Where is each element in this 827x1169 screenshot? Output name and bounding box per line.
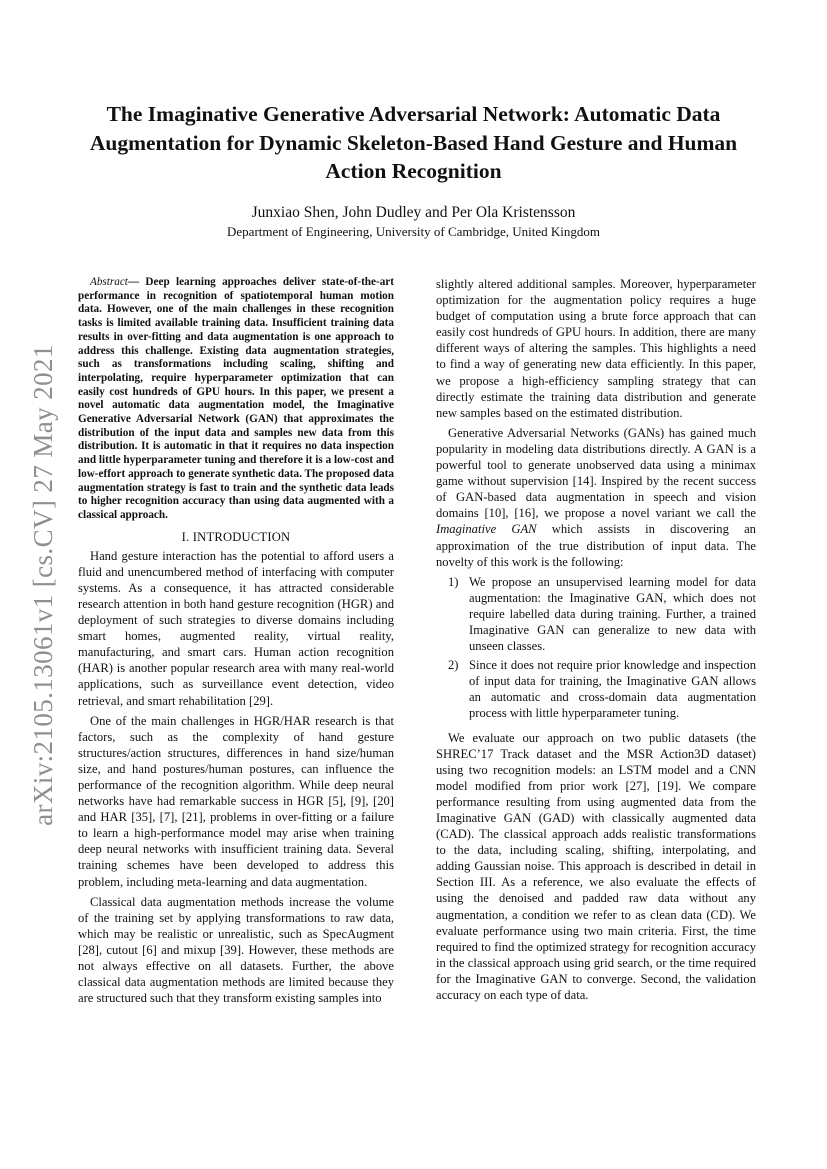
section-heading-introduction: I. INTRODUCTION [181,529,291,544]
intro-paragraph-1: Hand gesture interaction has the potential to afford users a fluid and unencumbered method of interfacing with computer systems. As a consequence, it has attracted considerable research attention in both hand gesture recognition (HGR) and deployment of such strategies to diverse domains including smart homes, augmented reality, virtual reality, manufacturing, and smart cars. Human action recognition (HAR) is another popular research area with many real-world applications, such as surveillance event detection, video retrieval, and smart rehabilitation [29]. [78,548,394,708]
contribution-item [436,657,756,721]
abstract [78,276,394,523]
intro-paragraph-2: One of the main challenges in HGR/HAR research is that factors, such as the complexity of hand gesture structures/action structures, differences in hand size/human size, and hand postures/human postures, can influence the performance of the recognition algorithm. While deep neural networks have had remarkable success in HGR [5], [9], [20] and HAR [35], [7], [21], problems in over-fitting or a failure to learn a high-performance model may arise when training deep neural networks with insufficient training data. Several training schemes have been developed to address this problem, including meta-learning and data augmentation. [78,713,394,889]
contribution-text: We propose an unsupervised learning model for data augmentation: the Imaginative GAN, which does not require labelled data during training. Further, a trained Imaginative GAN can generalize to new data with unseen classes. [469,574,756,654]
intro-paragraph-3: Classical data augmentation methods increase the volume of the training set by applying transformations to raw data, which may be realistic or unrealistic, such as SpecAugment [28], cutout [6] and mixup [39]. However, these methods are not always effective on all datasets. Further, the above classical data augmentation methods are limited because they are structured such that they transform existing samples into [78,894,394,1006]
paper-title: The Imaginative Generative Adversarial Network: Automatic Data Augmentation for Dynamic Skeleton-Based Hand Gesture and Human Action Recognition [89,102,738,183]
author-list: Junxiao Shen, John Dudley and Per Ola Kristensson [251,204,576,221]
intro-paragraph-4-text-end: which assists in discovering an approximation of the true distribution of input data. The novelty of this work is the following: [436,522,756,569]
intro-paragraph-3-continued: slightly altered additional samples. Moreover, hyperparameter optimization for the augmentation policy requires a huge budget of computation using a brute force approach that can easily cost hundreds of GPU hours. In addition, there are many different ways of altering the samples. This highlights a need to find a way of generating new data efficiently. In this paper, we propose a high-efficiency sampling strategy that can directly estimate the training data distribution and generate new samples based on the estimated distribution. [436,277,756,420]
right-column [436,276,756,1007]
contribution-list [436,574,756,722]
intro-paragraph-4-text: Generative Adversarial Networks (GANs) has gained much popularity in modeling data distributions directly. A GAN is a powerful tool to generate unobserved data using a minimax game without supervision [14]. Inspired by the recent success of GAN-based data augmentation in speech and vision domains [10], [16], we propose a novel variant we call the [436,425,756,521]
author-affiliation: Department of Engineering, University of Cambridge, United Kingdom [227,224,600,239]
arxiv-identifier-stamp: arXiv:2105.13061v1 [cs.CV] 27 May 2021 [28,344,58,826]
imaginative-gan-term: Imaginative GAN [436,522,537,537]
intro-paragraph-5: We evaluate our approach on two public datasets (the SHREC’17 Track dataset and the MSR Action3D dataset) using two recognition models: an LSTM model and a CNN model modified from prior work [27], [19]. We compare performance resulting from using augmented data from the Imaginative GAN (GAD) with classically augmented data (CAD). The classical approach adds realistic transformations to the data, including scaling, shifting, interpolating, and adding Gaussian noise. This approach is described in detail in Section III. As a reference, we also evaluate the effects of using the denoised and padded raw data without any augmentation, a condition we refer to as clean data (CD). We evaluate performance using two main criteria. First, the time required to find the optimized strategy for recognition accuracy in the classical approach using grid search, or the time required for the Imaginative GAN to converge. Second, the validation accuracy on each type of data. [436,730,756,1003]
contribution-number: 2) [448,658,459,673]
contribution-item [436,574,756,654]
abstract-label: Abstract [90,276,128,288]
contribution-number: 1) [448,574,459,589]
contribution-text: Since it does not require prior knowledge and inspection of input data for training, the Imaginative GAN allows an automatic and cross-domain data augmentation process with little hyperparameter tuning. [469,658,756,721]
left-column [78,276,394,1010]
abstract-text: — Deep learning approaches deliver state-of-the-art performance in recognition of spatiotemporal human motion data. However, one of the main challenges in these recognition tasks is limited available training data. Insufficient training data results in over-fitting and data augmentation is one approach to address this challenge. Existing data augmentation strategies, such as transformations including scaling, shifting and interpolating, require hyperparameter optimization that can easily cost hundreds of GPU hours. In this paper, we present a novel automatic data augmentation model, the Imaginative Generative Adversarial Network (GAN) that approximates the distribution of the input data and samples new data from this distribution. It is automatic in that it requires no data inspection and little hyperparameter tuning and therefore it is a low-cost and low-effort approach to generate synthetic data. The proposed data augmentation strategy is fast to train and the synthetic data leads to higher recognition accuracy than using data augmented with a classical approach. [78,276,394,521]
intro-paragraph-4 [436,425,756,570]
